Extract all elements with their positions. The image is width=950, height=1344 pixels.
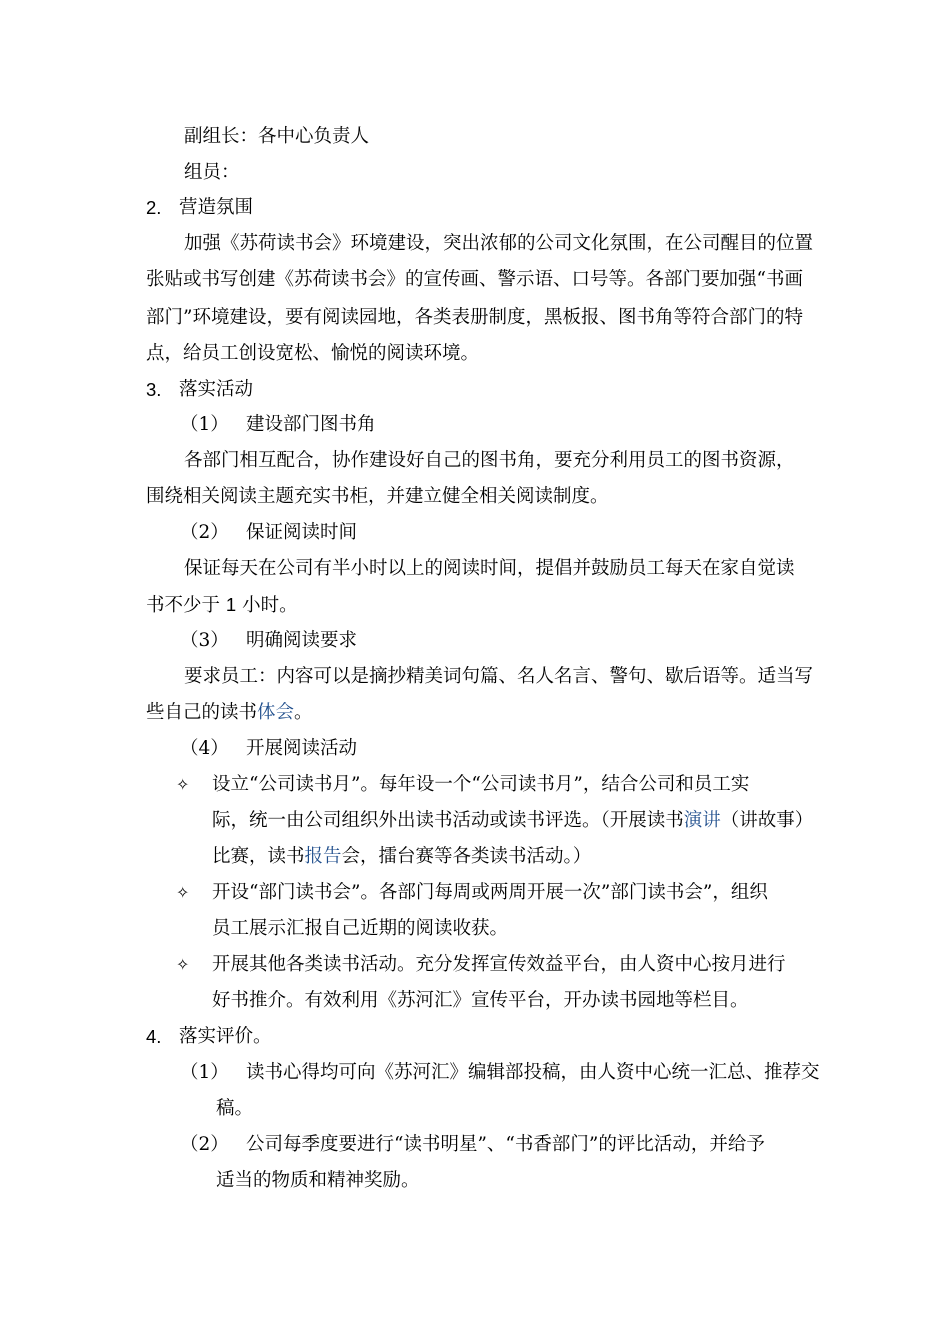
bullet-1-line2 [212,809,813,833]
item-2-para-line2 [146,593,298,618]
item-4-title: 开展阅读活动 [246,738,358,759]
bullet-3-line1: 开展其他各类读书活动。充分发挥宣传效益平台，由人资中心按月进行 [212,954,786,975]
s2-para-line2: 张贴或书写创建《苏荷读书会》的宣传画、警示语、口号等。各部门要加强“书画 [146,269,803,290]
section-4-title: 落实评价。 [179,1026,272,1047]
diamond-star-icon: ✧ [176,775,190,794]
bullet-3-line2: 好书推介。有效利用《苏河汇》宣传平台，开办读书园地等栏目。 [212,990,749,1011]
s2-para-line4: 点，给员工创设宽松、愉悦的阅读环境。 [146,343,480,364]
bullet-2-line2: 员工展示汇报自己近期的阅读收获。 [212,918,509,939]
item-1-para-line1: 各部门相互配合，协作建设好自己的图书角，要充分利用员工的图书资源， [184,450,795,471]
tihui-link[interactable]: 体会 [257,702,295,723]
s2-para-line3: 部门”环境建设，要有阅读园地，各类表册制度，黑板报、图书角等符合部门的特 [146,307,803,328]
item-1-number: （1） [180,414,229,435]
item-2-para-line2-a: 书不少于 [146,595,226,616]
section-4-number: 4. [146,1026,162,1047]
item-3-number: （3） [180,630,229,651]
diamond-star-icon: ✧ [176,955,190,974]
eval-1-line2: 稿。 [216,1098,254,1119]
bullet-1-line3-a: 比赛，读书 [212,846,305,867]
item-2-para-line2-c: 小时。 [236,595,298,616]
eval-1-number: （1） [180,1062,229,1083]
item-1-title: 建设部门图书角 [246,414,376,435]
section-2-title: 营造氛围 [179,197,254,218]
bullet-1-line2-a: 际，统一由公司组织外出读书活动或读书评选。（开展读书 [212,810,684,831]
yanjiang-link[interactable]: 演讲 [683,810,721,831]
item-3-para-line1: 要求员工：内容可以是摘抄精美词句篇、名人名言、警句、歇后语等。适当写 [184,666,814,687]
item-3-para-line2 [146,701,313,725]
members-line: 组员： [184,162,240,183]
diamond-star-icon: ✧ [176,883,190,902]
bullet-1-line1: 设立“公司读书月”。每年设一个“公司读书月”，结合公司和员工实 [212,774,750,795]
eval-2-line1: 公司每季度要进行“读书明星”、“书香部门”的评比活动，并给予 [246,1134,765,1155]
bullet-1-line2-c: （讲故事） [720,810,814,831]
bullet-1-line3 [212,845,591,869]
item-2-para-line1: 保证每天在公司有半小时以上的阅读时间，提倡并鼓励员工每天在家自觉读 [184,558,795,579]
item-1-para-line2: 围绕相关阅读主题充实书柜，并建立健全相关阅读制度。 [146,486,609,507]
vice-leader-line: 副组长：各中心负责人 [184,126,370,147]
item-3-para-line2-c: 。 [294,702,313,723]
s2-para-line1: 加强《苏荷读书会》环境建设，突出浓郁的公司文化氛围，在公司醒目的位置 [184,233,814,254]
bullet-2-line1: 开设“部门读书会”。各部门每周或两周开展一次”部门读书会”，组织 [212,882,768,903]
eval-2-line2: 适当的物质和精神奖励。 [216,1170,420,1191]
item-3-para-line2-a: 些自己的读书 [146,702,258,723]
item-2-title: 保证阅读时间 [246,522,358,543]
bullet-1-line3-c: 会，擂台赛等各类读书活动。） [341,846,592,867]
eval-2-number: （2） [180,1134,229,1155]
baogao-link[interactable]: 报告 [304,846,342,867]
section-3-number: 3. [146,379,162,400]
item-3-title: 明确阅读要求 [246,630,358,651]
eval-1-line1: 读书心得均可向《苏河汇》编辑部投稿，由人资中心统一汇总、推荐交 [246,1062,820,1083]
item-2-number: （2） [180,522,229,543]
item-4-number: （4） [180,738,229,759]
item-2-para-line2-number: 1 [225,594,237,615]
section-3-title: 落实活动 [179,379,254,400]
section-2-number: 2. [146,197,162,218]
